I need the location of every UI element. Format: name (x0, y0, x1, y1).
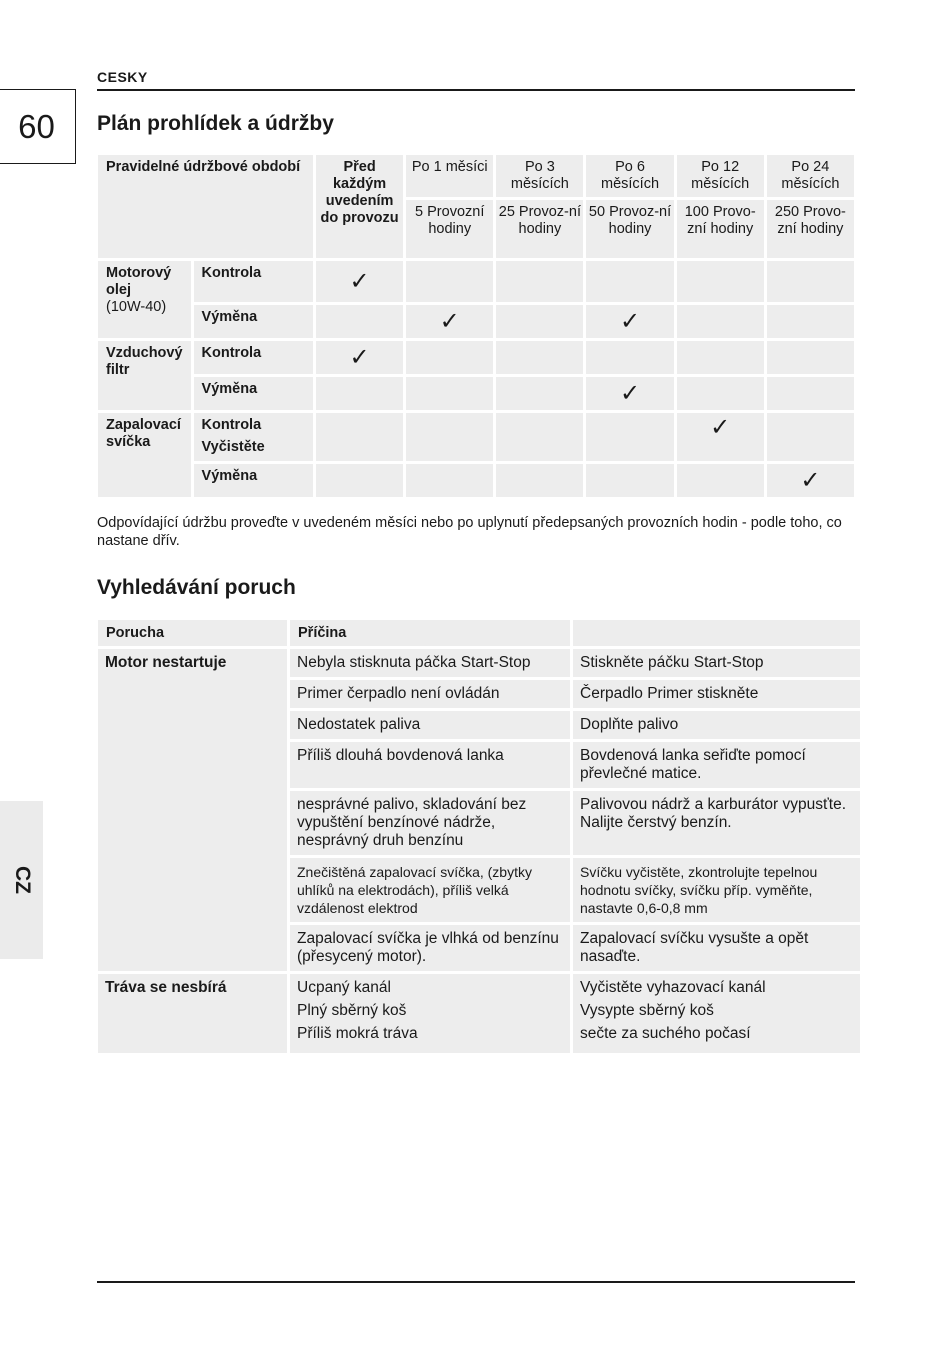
check-cell (767, 464, 854, 497)
check-cell (496, 341, 583, 374)
column-hours-5: 5 Provozní hodiny (406, 200, 493, 258)
column-header-1-month: Po 1 měsíci (406, 155, 493, 197)
cause-cell: nesprávné palivo, skladování bez vypuštění benzínové nádrže, nesprávný druh benzínu (290, 791, 570, 855)
group-name-air-filter (98, 341, 191, 410)
action-label: Kontrola (194, 261, 313, 302)
check-cell (406, 305, 493, 338)
action-label: Výměna (194, 464, 313, 497)
check-cell (767, 377, 854, 410)
action-clean: Vyčistěte (201, 439, 265, 455)
check-mark-icon: ✓ (619, 379, 641, 407)
check-cell (677, 377, 764, 410)
check-cell (677, 261, 764, 302)
schedule-row (98, 261, 854, 302)
check-cell (677, 464, 764, 497)
check-cell (496, 413, 583, 461)
remedy-cell: Svíčku vyčistěte, zkontrolujte tepelnou hodnotu svíčky, svíčku příp. vyměňte, nastavte 0,6-0,8 mm (573, 858, 860, 922)
check-cell (496, 261, 583, 302)
column-hours-50: 50 Provoz-ní hodiny (586, 200, 673, 258)
check-cell (406, 261, 493, 302)
section-language-label: CESKY (97, 69, 148, 85)
action-label: Výměna (194, 305, 313, 338)
column-hours-25: 25 Provoz-ní hodiny (496, 200, 583, 258)
remedy-line: Vyčistěte vyhazovací kanál (580, 979, 766, 996)
column-hours-100: 100 Provo-zní hodiny (677, 200, 764, 258)
cause-cell: Příliš dlouhá bovdenová lanka (290, 742, 570, 788)
check-mark-icon: ✓ (800, 466, 821, 494)
column-header-6-months: Po 6 měsících (586, 155, 673, 197)
column-header-12-months: Po 12 měsících (677, 155, 764, 197)
cause-cell: Nedostatek paliva (290, 711, 570, 739)
check-mark-icon: ✓ (619, 307, 641, 335)
cause-line: Ucpaný kanál (297, 979, 391, 996)
page-number: 60 (18, 108, 55, 145)
remedy-line: Vysypte sběrný koš (580, 1002, 714, 1019)
check-cell (316, 464, 403, 497)
cause-cell: Primer čerpadlo není ovládán (290, 680, 570, 708)
fault-grass-not-collected: Tráva se nesbírá (98, 974, 287, 1053)
language-side-tab (0, 801, 43, 959)
cause-cell (290, 974, 570, 1053)
check-cell (677, 413, 764, 461)
check-cell (677, 341, 764, 374)
remedy-cell: Palivovou nádrž a karburátor vypusťte. Nalijte čerstvý benzín. (573, 791, 860, 855)
check-cell (496, 305, 583, 338)
check-cell (767, 413, 854, 461)
action-label: Výměna (194, 377, 313, 410)
language-side-tab-label: CZ (10, 866, 34, 894)
action-label (194, 413, 313, 461)
maintenance-schedule-table (95, 152, 857, 500)
header-cause: Příčina (290, 620, 570, 646)
group-name-extra: (10W-40) (106, 299, 167, 315)
check-cell (316, 305, 403, 338)
column-hours-250: 250 Provo-zní hodiny (767, 200, 854, 258)
check-cell (767, 341, 854, 374)
check-cell (406, 413, 493, 461)
remedy-cell: Zapalovací svíčku vysušte a opět nasaďte. (573, 925, 860, 971)
check-mark-icon: ✓ (710, 414, 731, 441)
check-cell (767, 261, 854, 302)
group-name-bold: Motorový olej (106, 265, 172, 298)
column-header-before-use: Před každým uvedením do provozu (316, 155, 403, 258)
maintenance-note: Odpovídající údržbu proveďte v uvedeném měsíci nebo po uplynutí předepsaných provozních hodin - podle toho, co nastane dřív. (97, 515, 842, 549)
schedule-row (98, 413, 854, 461)
cause-cell: Nebyla stisknuta páčka Start-Stop (290, 649, 570, 677)
header-remedy (573, 620, 860, 646)
check-cell (316, 261, 403, 302)
troubleshooting-title: Vyhledávání poruch (97, 576, 296, 599)
header-fault: Porucha (98, 620, 287, 646)
cause-cell: Zapalovací svíčka je vlhká od benzínu (přesycený motor). (290, 925, 570, 971)
check-cell (496, 464, 583, 497)
check-cell (406, 377, 493, 410)
remedy-cell: Stiskněte páčku Start-Stop (573, 649, 860, 677)
schedule-row (98, 305, 854, 338)
schedule-row (98, 464, 854, 497)
troubleshooting-header-row (98, 620, 860, 646)
fault-engine-not-starting: Motor nestartuje (98, 649, 287, 971)
group-name-bold: Vzduchový filtr (106, 345, 183, 378)
cause-line: Plný sběrný koš (297, 1002, 407, 1019)
check-cell (677, 305, 764, 338)
cause-line: Příliš mokrá tráva (297, 1025, 418, 1042)
remedy-cell: Čerpadlo Primer stiskněte (573, 680, 860, 708)
page-number-box (0, 89, 76, 164)
check-cell (316, 341, 403, 374)
table-row (98, 649, 860, 677)
check-cell (406, 341, 493, 374)
check-cell (316, 377, 403, 410)
check-mark-icon: ✓ (439, 307, 460, 335)
maintenance-title: Plán prohlídek a údržby (97, 112, 334, 135)
cause-cell: Znečištěná zapalovací svíčka, (zbytky uhlíků na elektrodách), příliš velká vzdálenost elektrod (290, 858, 570, 922)
group-name-engine-oil (98, 261, 191, 338)
remedy-cell (573, 974, 860, 1053)
check-mark-icon: ✓ (349, 343, 370, 371)
bottom-divider (97, 1281, 855, 1283)
schedule-row (98, 377, 854, 410)
action-check: Kontrola (201, 417, 262, 433)
check-cell (496, 377, 583, 410)
check-cell (586, 464, 673, 497)
column-header-24-months: Po 24 měsících (767, 155, 854, 197)
check-cell (586, 305, 673, 338)
check-cell (316, 413, 403, 461)
period-header: Pravidelné údržbové období (98, 155, 313, 258)
top-divider (97, 89, 855, 91)
remedy-cell: Doplňte palivo (573, 711, 860, 739)
check-cell (586, 413, 673, 461)
check-mark-icon: ✓ (349, 267, 370, 295)
check-cell (767, 305, 854, 338)
troubleshooting-table (95, 617, 863, 1056)
remedy-cell: Bovdenová lanka seřiďte pomocí převlečné matice. (573, 742, 860, 788)
schedule-row (98, 341, 854, 374)
check-cell (406, 464, 493, 497)
check-cell (586, 261, 673, 302)
action-label: Kontrola (194, 341, 313, 374)
column-header-3-months: Po 3 měsících (496, 155, 583, 197)
schedule-header-row (98, 155, 854, 197)
table-row (98, 974, 860, 1053)
check-cell (586, 341, 673, 374)
group-name-bold: Zapalovací svíčka (106, 417, 181, 450)
remedy-line: sečte za suchého počasí (580, 1025, 751, 1042)
check-cell (586, 377, 673, 410)
group-name-spark-plug (98, 413, 191, 497)
